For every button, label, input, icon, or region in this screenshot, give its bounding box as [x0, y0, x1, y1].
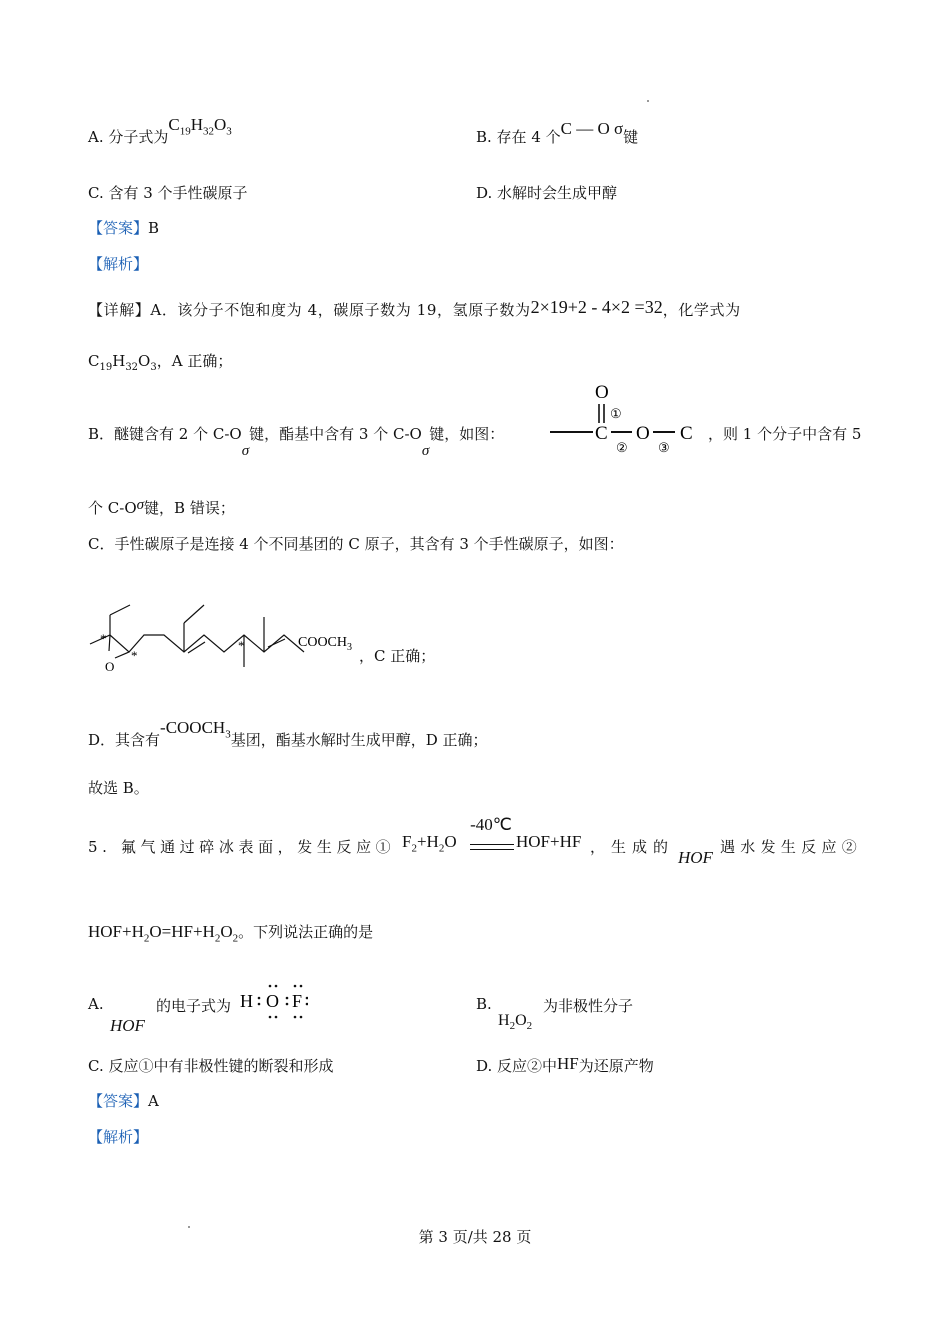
q5-reaction2: $HOF+H_2O=HF+H_2O_2$: [88, 922, 239, 945]
structure-bond: [109, 635, 110, 651]
chiral-structure-diagram: [84, 595, 364, 675]
elec-o: O: [266, 991, 279, 1011]
hof-electron-formula: [238, 980, 308, 1024]
q5-stem-line1: 5. 氟气通过碎冰表面，发生反应①: [88, 838, 396, 856]
q5-answer: 【答案】A: [88, 1092, 159, 1110]
q5-reaction1-condition: -40℃: [470, 815, 512, 834]
q4-conclusion: 故选 B。: [88, 779, 149, 797]
structure-bond: [184, 605, 204, 623]
q5-option-a-text: 的电子式为: [156, 997, 232, 1015]
q4-detail-c-end: ，C 正确；: [359, 647, 436, 665]
scan-dot: [647, 100, 649, 102]
q5-analysis-tag: 【解析】: [88, 1128, 149, 1146]
q4-detail-a-math: 2×19+2 - 4×2 =32: [530, 297, 663, 317]
ester-atom-o-top: O: [595, 382, 609, 403]
q5-option-c: C. 反应①中有非极性键的断裂和形成: [88, 1057, 334, 1075]
q5-reaction1-equals: [470, 844, 514, 850]
structure-double-bond: [188, 642, 205, 653]
ester-mark-2: ②: [616, 440, 628, 455]
chiral-star: *: [100, 631, 107, 646]
page-footer: 第 3 页/共 28 页: [418, 1228, 532, 1246]
q4-option-b: B. 存在 4 个C — O σ键: [476, 119, 639, 146]
elec-h: H: [240, 991, 253, 1011]
elec-f: F: [292, 991, 303, 1011]
q4-option-b-bond: C — O σ: [560, 119, 624, 138]
q4-detail-d: D．其含有$-COOCH_3$基团，酯基水解时生成甲醇，D 正确；: [88, 718, 488, 749]
q4-option-c: C. 含有 3 个手性碳原子: [88, 184, 248, 202]
structure-bond: [110, 605, 130, 615]
chiral-star: *: [131, 648, 138, 663]
q5-hof: HOF: [678, 848, 713, 867]
q4-detail-a-line1: 【详解】A．该分子不饱和度为 4，碳原子数为 19，氢原子数为2×19+2 - 4×2 =32，化学式为: [88, 297, 741, 319]
q4-detail-a-line2: $C_{19}H_{32}O_3$，A 正确；: [88, 352, 233, 373]
structure-epoxide-o: O: [105, 659, 115, 674]
q4-option-d: D. 水解时会生成甲醇: [476, 184, 618, 202]
q4-analysis-tag: 【解析】: [88, 255, 149, 273]
q4-option-a-formula: $C_{19}H_{32}O_3$: [168, 115, 232, 138]
ester-mark-1: ①: [610, 406, 622, 421]
ester-atom-c2: C: [680, 423, 693, 444]
q5-option-b-text: 为非极性分子: [543, 997, 634, 1015]
q5-option-b-formula: $H_2O_2$: [498, 1012, 533, 1033]
q5-reaction1-left: $F_2+H_2O$: [402, 832, 457, 855]
q4-option-a: A. 分子式为$C_{19}H_{32}O_3$: [88, 115, 232, 146]
q4-detail-c-line: C．手性碳原子是连接 4 个不同基团的 C 原子，其含有 3 个手性碳原子，如图：: [88, 535, 624, 553]
structure-bond: [115, 652, 129, 658]
q5-option-b-prefix: B.: [476, 995, 492, 1013]
q4-detail-b-line2: 个 C-Oσ键，B 错误；: [88, 497, 235, 517]
q5-stem-end: 遇水发生反应②: [720, 838, 863, 856]
structure-ester-group: $COOCH_3$: [298, 635, 353, 653]
ester-bond-diagram: [548, 378, 708, 458]
structure-main-chain: [90, 635, 304, 652]
q4-detail-d-group: $-COOCH_3$: [160, 718, 231, 741]
q5-option-a-prefix: A.: [88, 995, 104, 1013]
q5-option-a-hof: HOF: [110, 1016, 145, 1035]
q5-option-d: D. 反应②中HF为还原产物: [476, 1054, 654, 1075]
q4-answer: 【答案】B: [88, 219, 160, 237]
chiral-star: *: [238, 638, 245, 653]
q5-stem-line2: $HOF+H_2O=HF+H_2O_2$。下列说法正确的是: [88, 922, 374, 945]
ester-mark-3: ③: [658, 440, 670, 455]
q5-reaction1-right: HOF+HF: [516, 832, 582, 851]
q4-detail-b-end: ，则 1 个分子中含有 5: [708, 425, 862, 443]
q4-detail-a-formula: $C_{19}H_{32}O_3$: [88, 352, 157, 373]
ester-atom-o: O: [636, 423, 650, 444]
q5-stem-mid: ，生成的: [590, 838, 675, 856]
structure-double-bond: [268, 639, 285, 647]
ester-atom-c: C: [595, 423, 608, 444]
q4-detail-b-line1: B．醚键含有 2 个 C-Oσ键，酯基中含有 3 个 C-Oσ键，如图：: [88, 425, 505, 459]
